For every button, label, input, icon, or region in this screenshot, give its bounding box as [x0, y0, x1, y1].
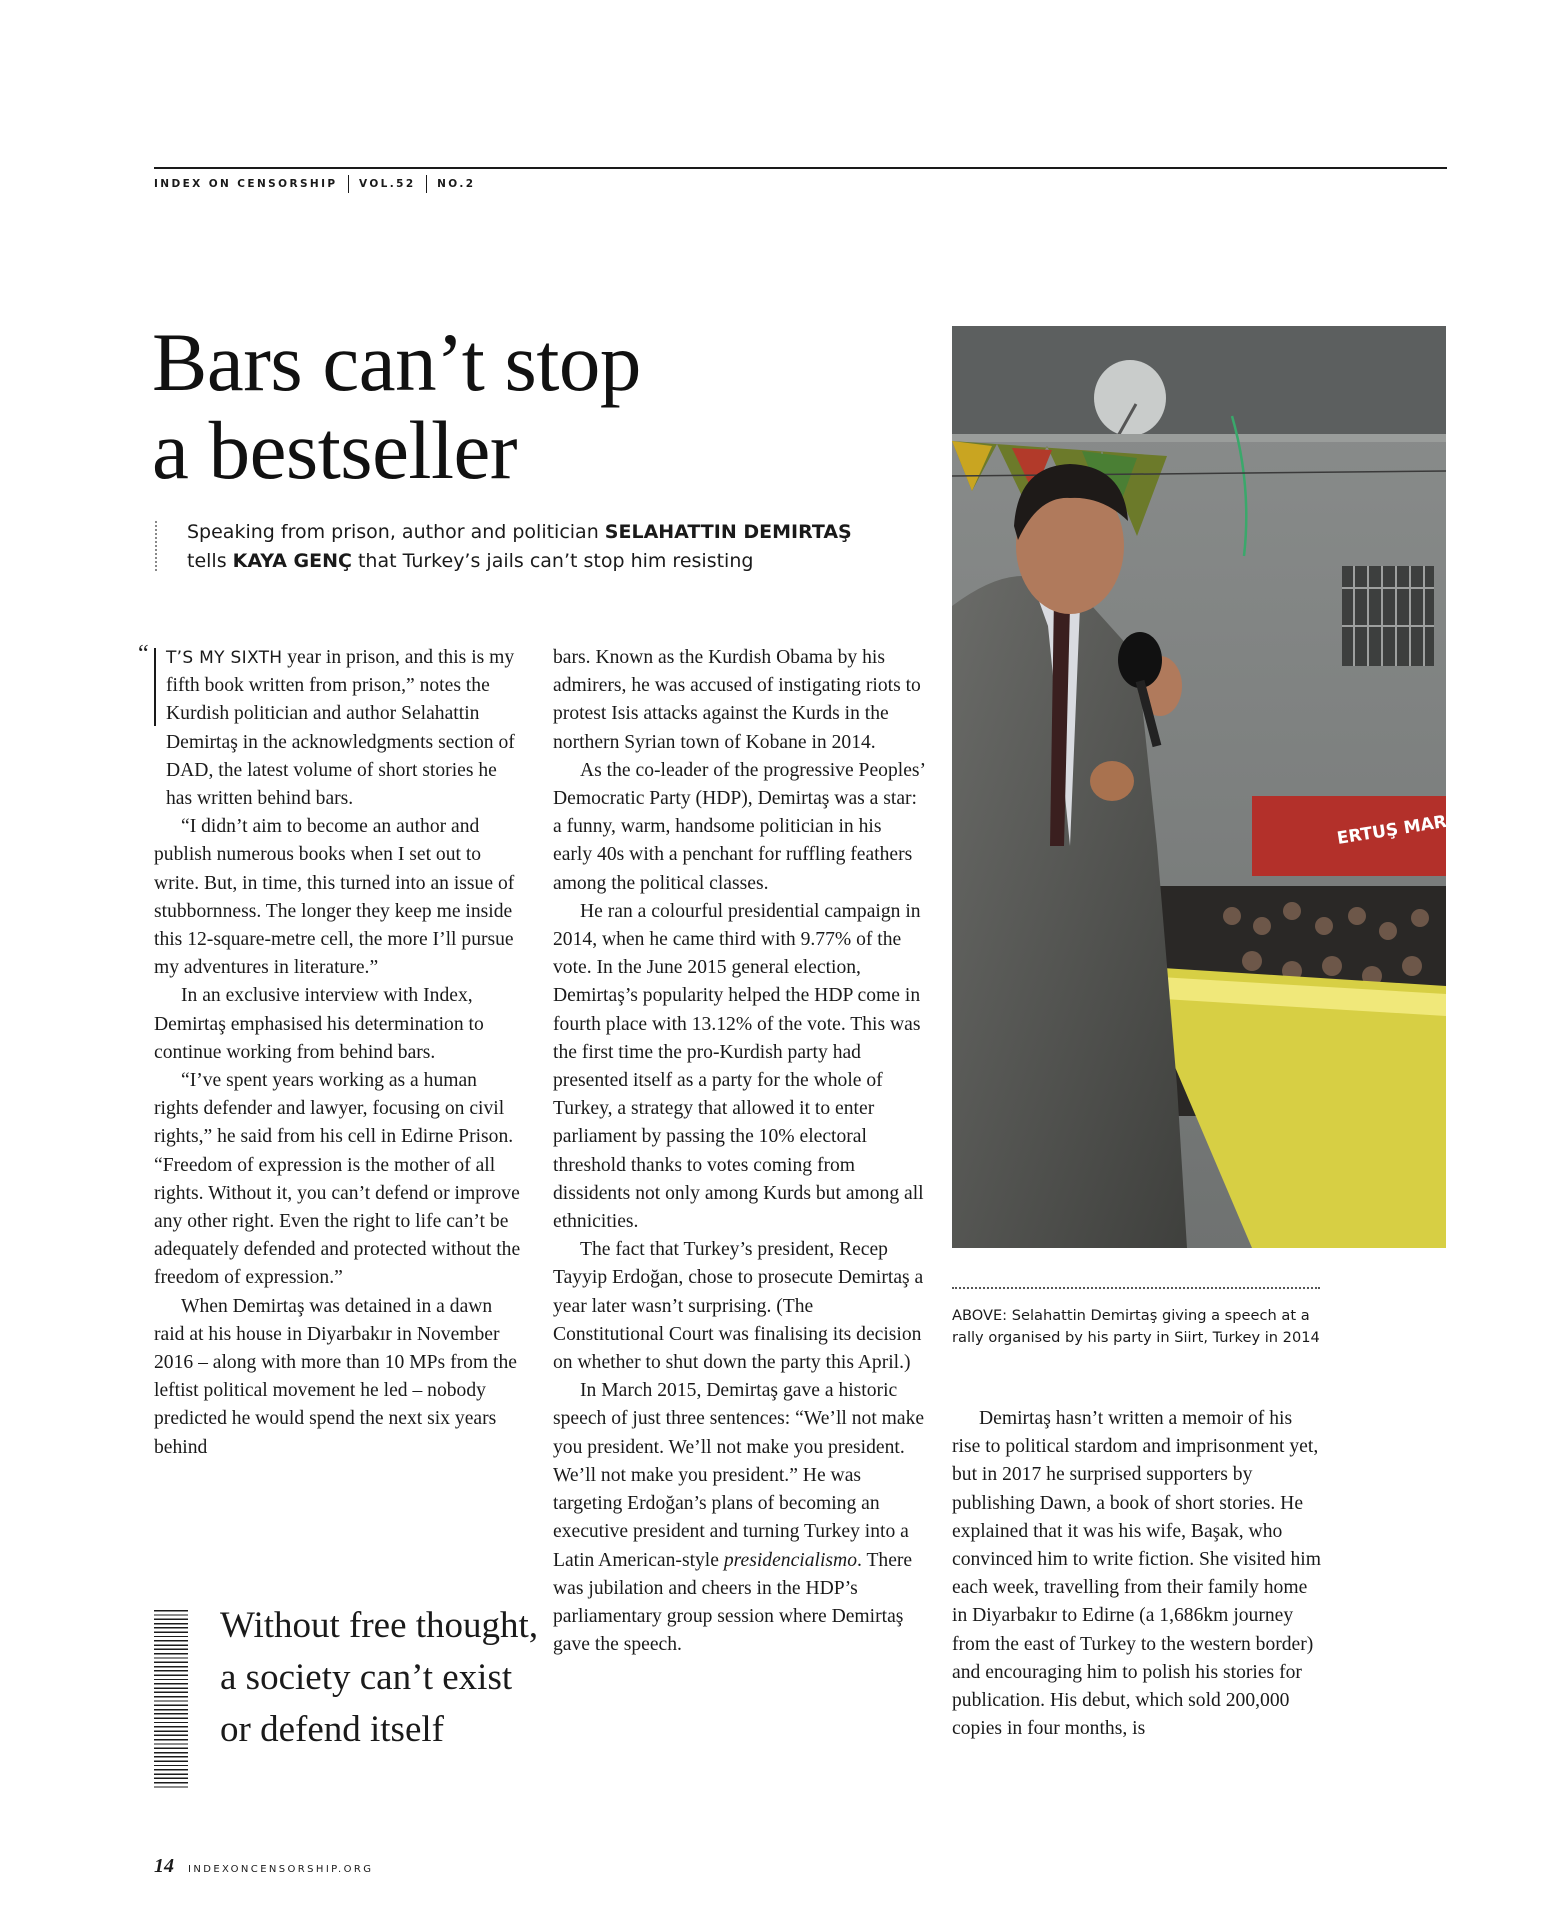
body-paragraph: “I didn’t aim to become an author and publish numerous books when I set out to write. But, in time, this turned into an issue of stubbornness. The longer they keep me inside this 12-square-metre cell, the more I’ll pursue my adventures in literature.” — [154, 816, 515, 979]
pull-quote: Without free thought, a society can’t exist or defend itself — [220, 1605, 539, 1750]
barred-window — [1342, 566, 1434, 666]
upper-building — [952, 326, 1446, 436]
body-paragraph: When Demirtaş was detained in a dawn raid at his house in Diyarbakır in November 2016 – along with more than 10 MPs from the leftist political movement he led – nobody predicted he would spend the next six years behind — [154, 1295, 517, 1458]
body-column-2 — [553, 644, 925, 1659]
body-paragraph: “I’ve spent years working as a human rights defender and lawyer, focusing on civil rights,” he said from his cell in Edirne Prison. “Freedom of expression is the mother of all rights. Without it, you can’t defend or improve any other right. Even the right to life can’t be adequately defended and protected without the freedom of expression.” — [154, 1070, 521, 1289]
author-byline-name: KAYA GENÇ — [232, 550, 352, 572]
lead-in-caps: T’S MY SIXTH — [166, 648, 283, 668]
website-url: INDEXONCENSORSHIP.ORG — [188, 1864, 374, 1875]
body-paragraph: bars. Known as the Kurdish Obama by his admirers, he was accused of instigating riots to protest Isis attacks against the Kurds in the northern Syrian town of Kobane in 2014. — [553, 647, 921, 753]
body-paragraph: He ran a colourful presidential campaign in 2014, when he came third with 9.77% of the vote. In the June 2015 general election, Demirtaş’s popularity helped the HDP come in fourth place with 13.12% of the vote. This was the first time the pro-Kurdish party had presented itself as a party for the whole of Turkey, a strategy that allowed it to enter parliament by passing the 10% electoral threshold thanks to votes coming from dissidents not only among Kurds but among all ethnicities. — [553, 900, 924, 1233]
page-footer — [154, 1855, 373, 1878]
pull-quote-rules — [154, 1610, 188, 1790]
top-rule — [154, 167, 1447, 169]
opening-quote-mark: “ — [138, 641, 149, 667]
author-subject-name: SELAHATTIN DEMIRTAŞ — [604, 521, 852, 543]
body-paragraph: As the co-leader of the progressive Peoples’ Democratic Party (HDP), Demirtaş was a star: a funny, warm, handsome politician in his early 40s with a penchant for ruffling feathers among the political classes. — [553, 759, 925, 894]
page-number: 14 — [154, 1855, 174, 1877]
photo-caption: ABOVE: Selahattin Demirtaş giving a speech at a rally organised by his party in Siirt, Turkey in 2014 — [952, 1307, 1320, 1346]
speaker-hand-left — [1090, 761, 1134, 801]
body-column-3 — [952, 1405, 1324, 1743]
standfirst: Speaking from prison, author and politician SELAHATTIN DEMIRTAŞ tells KAYA GENÇ that Turkey’s jails can’t stop him resisting — [187, 521, 852, 572]
body-paragraph: The fact that Turkey’s president, Recep Tayyip Erdoğan, chose to prosecute Demirtaş a year later wasn’t surprising. (The Constitutional Court was finalising its decision on whether to shut down the party this April.) — [553, 1239, 924, 1374]
satellite-dish — [1094, 360, 1166, 436]
rally-speech-photo — [952, 326, 1485, 1248]
body-column-1 — [138, 641, 526, 1462]
body-paragraph: In an exclusive interview with Index, Demirtaş emphasised his determination to continue working from behind bars. — [154, 985, 484, 1063]
standfirst-dotted-rule — [155, 521, 157, 571]
body-paragraph: Demirtaş hasn’t written a memoir of his rise to political stardom and imprisonment yet, but in 2017 he surprised supporters by publishing Dawn, a book of short stories. He explained that it was his wife, Başak, who convinced him to write fiction. She visited him each week, travelling from their family home in Diyarbakır to Edirne (a 1,686km journey from the east of Turkey to the western border) and encouraging him to polish his stories for publication. His debut, which sold 200,000 copies in four months, is — [952, 1408, 1321, 1740]
volume-label: VOL.52 — [359, 178, 416, 190]
headline-line-1: Bars can’t stop — [152, 316, 641, 408]
running-head-divider — [426, 175, 428, 193]
article-photo — [952, 326, 1485, 1248]
headline — [152, 318, 932, 494]
shop-sign-text: ERTUŞ MARKET — [1335, 806, 1485, 849]
body-paragraph: T’S MY SIXTH year in prison, and this is my fifth book written from prison,” notes the Kurdish politician and author Selahattin Demirtaş in the acknowledgments section of DAD, the latest volume of short stories he has written behind bars. — [166, 647, 515, 810]
caption-dotted-rule — [952, 1287, 1320, 1289]
rooftop-edge — [952, 434, 1446, 442]
drop-cap-bar — [154, 648, 156, 726]
headline-line-2: a bestseller — [152, 404, 518, 496]
issue-label: NO.2 — [437, 178, 476, 190]
body-paragraph: In March 2015, Demirtaş gave a historic speech of just three sentences: “We’ll not make you president. We’ll not make you president. We’ll not make you president.” He was targeting Erdoğan’s plans of becoming an executive president and turning Turkey into a Latin American-style presidencialismo. There was jubilation and cheers in the HDP’s parliamentary group session where Demirtaş gave the speech. — [553, 1380, 925, 1656]
publication-name: INDEX ON CENSORSHIP — [154, 178, 338, 190]
running-head-divider — [348, 175, 350, 193]
running-head — [154, 175, 475, 193]
italic-term: presidencialismo — [723, 1549, 857, 1571]
microphone-icon — [1118, 632, 1162, 688]
